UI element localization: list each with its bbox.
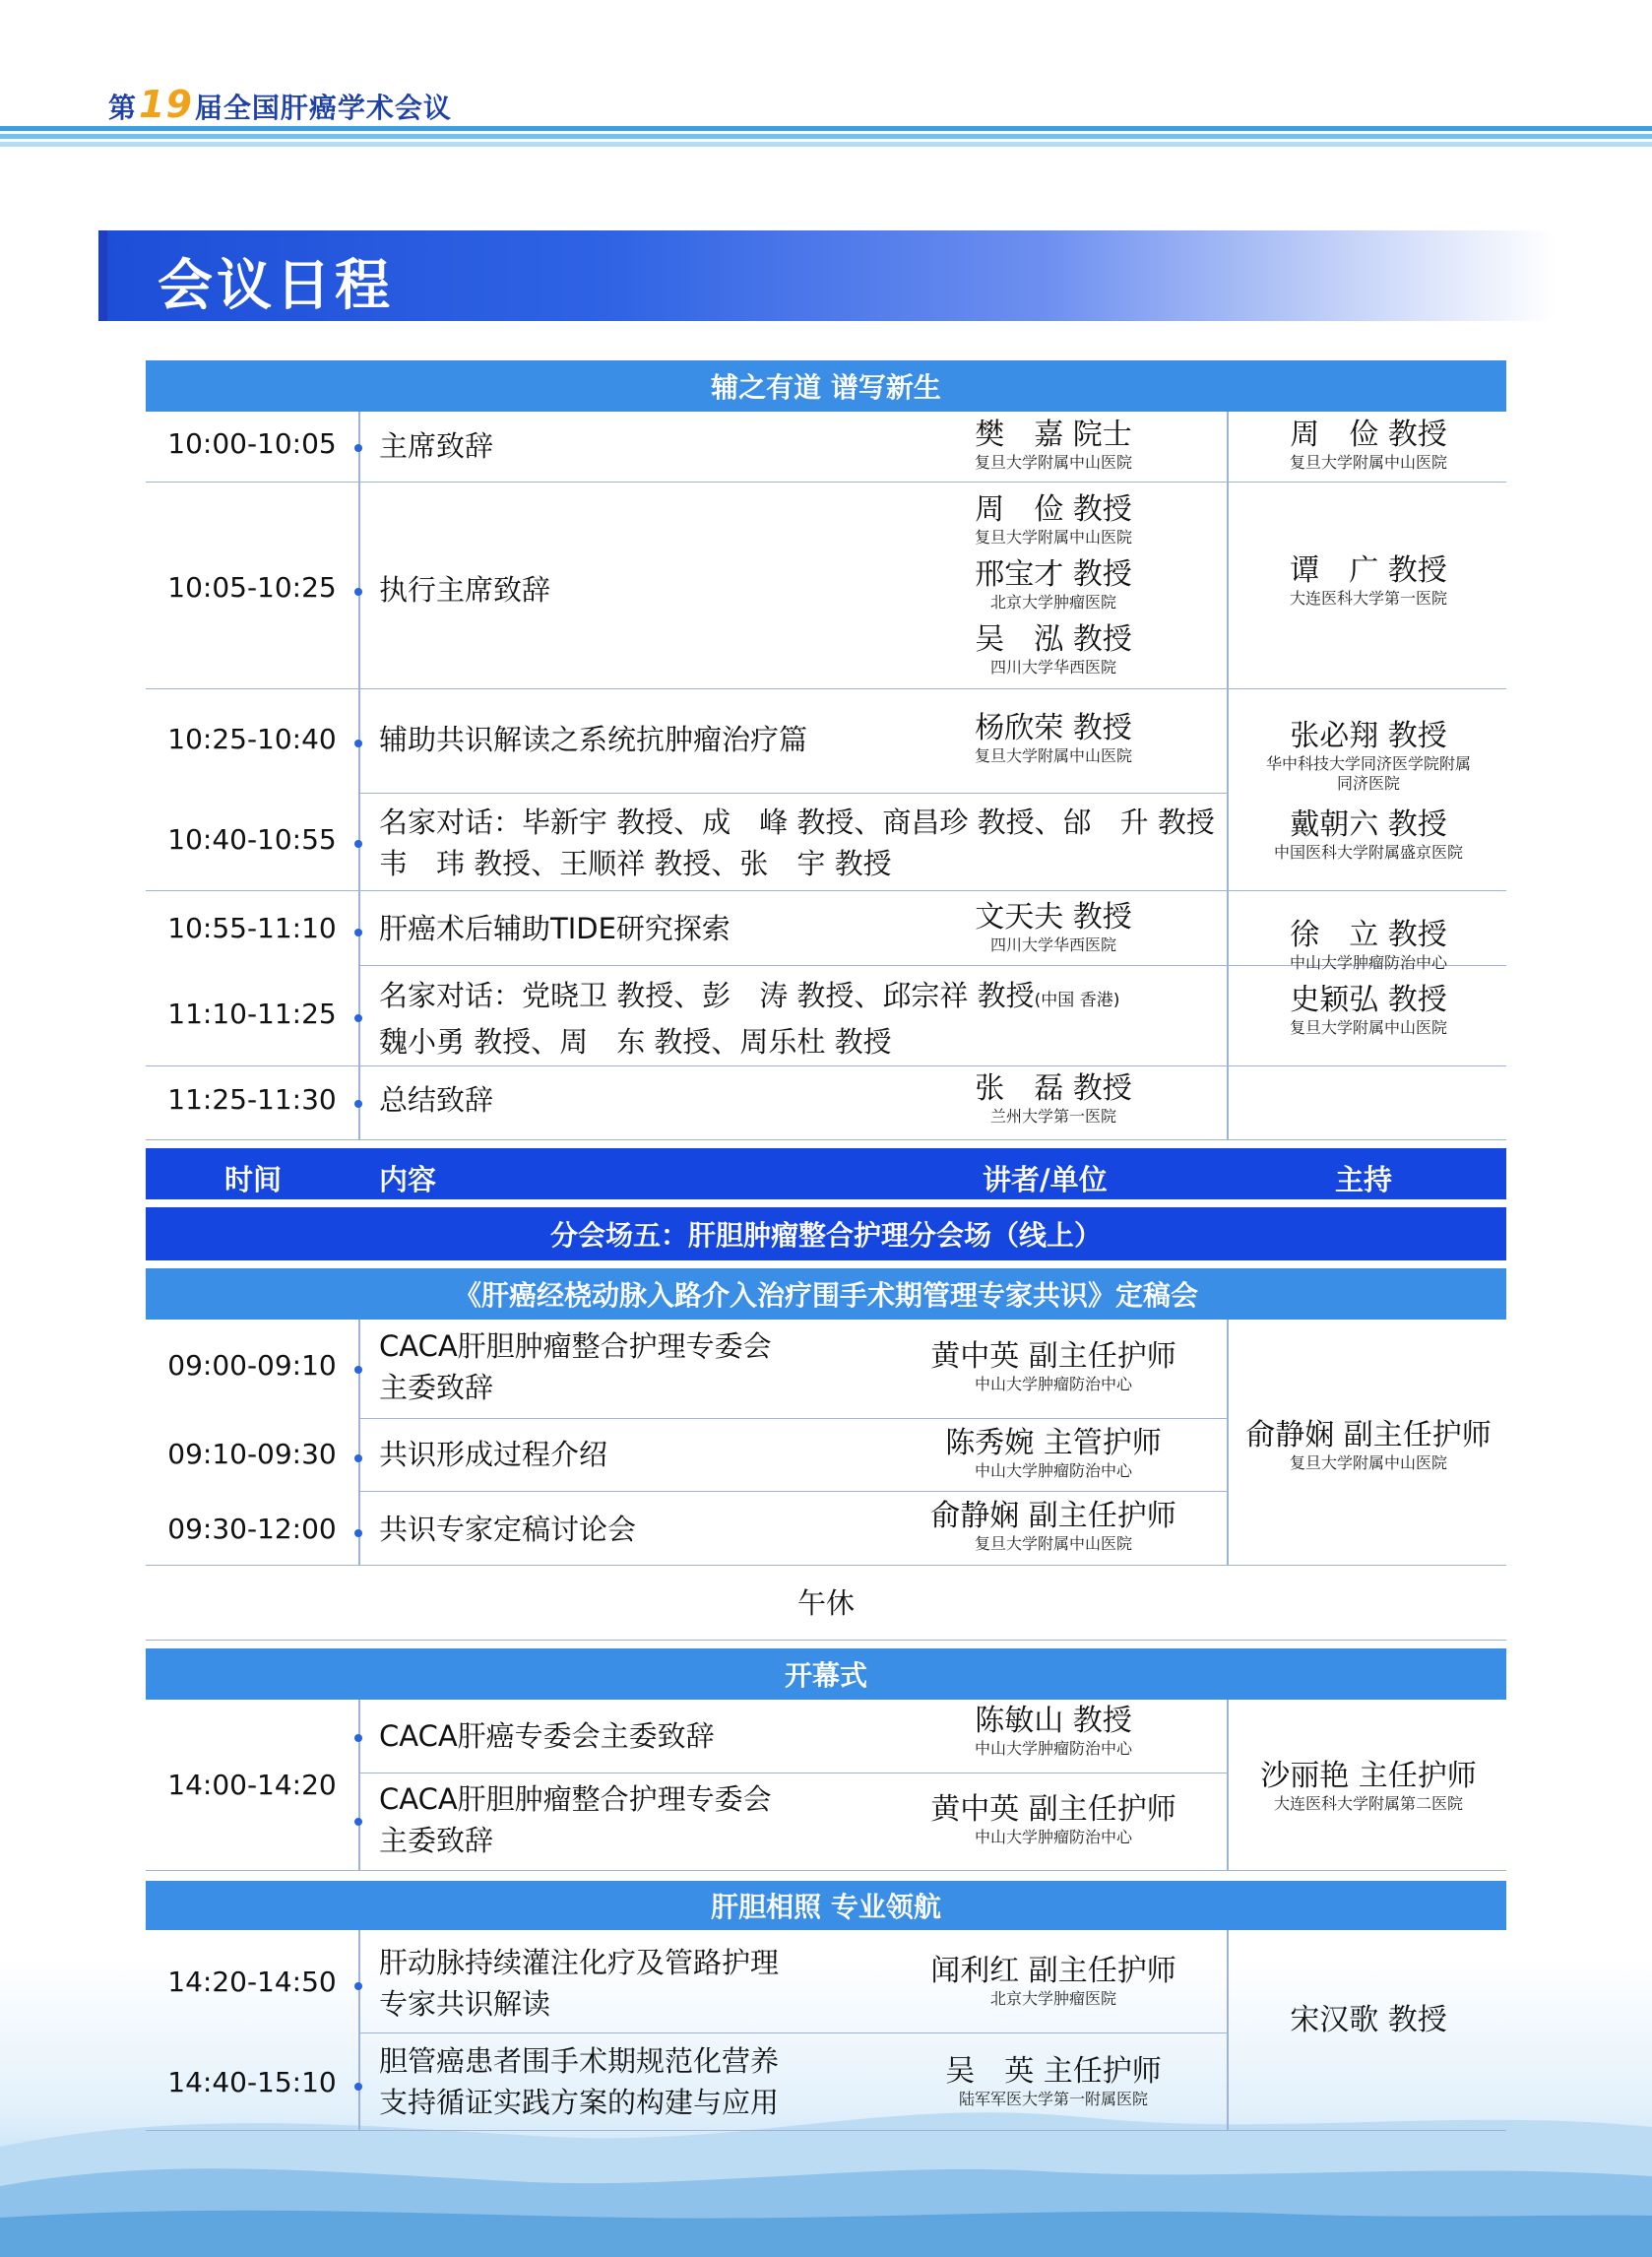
host-name: 沙丽艳 主任护师 (1260, 1759, 1477, 1793)
speaker-org: 中山大学肿瘤防治中心 (974, 1828, 1132, 1846)
host-name: 宋汉歌 教授 (1290, 2003, 1447, 2037)
agenda-item: 肝癌术后辅助TIDE研究探索 (379, 912, 731, 945)
time-slot: 09:10-09:30 (167, 1438, 337, 1470)
agenda-line: 胆管癌患者围手术期规范化营养 (379, 2044, 780, 2078)
speaker (906, 1426, 1201, 1481)
bullet-icon (354, 1366, 362, 1374)
host-org: 复旦大学附属中山医院 (1289, 1453, 1447, 1472)
speaker-org: 四川大学华西医院 (989, 935, 1116, 954)
block3-title: 肝胆相照 专业领航 (146, 1881, 1506, 1930)
speaker-name: 吴 英 主任护师 (945, 2054, 1162, 2089)
speaker (950, 622, 1157, 677)
host (1231, 553, 1506, 609)
agenda-item (379, 802, 1215, 884)
time-slot: 09:00-09:10 (167, 1349, 337, 1382)
agenda-line: 肝动脉持续灌注化疗及管路护理 (379, 1946, 780, 1979)
speaker (906, 1704, 1201, 1759)
agenda-line: 主委致辞 (379, 1824, 494, 1857)
host (1231, 2003, 1506, 2038)
time-slot: 10:40-10:55 (167, 823, 337, 856)
time-slot: 10:25-10:40 (167, 723, 337, 755)
speaker (906, 1792, 1201, 1847)
speaker-org: 北京大学肿瘤医院 (989, 593, 1116, 612)
time-slot: 10:55-11:10 (167, 912, 337, 944)
time-slot: 11:10-11:25 (167, 998, 337, 1030)
host-name: 史颖弘 教授 (1290, 983, 1447, 1017)
column-content: 内容 (379, 1163, 437, 1196)
bullet-icon (354, 1734, 362, 1742)
time-slot: 09:30-12:00 (167, 1513, 337, 1545)
title-suffix: 届全国肝癌学术会议 (194, 92, 452, 124)
speaker-name: 周 俭 教授 (975, 492, 1132, 527)
time-slot: 10:00-10:05 (167, 427, 337, 460)
host (1231, 719, 1506, 794)
speaker-name: 黄中英 副主任护师 (930, 1339, 1176, 1374)
agenda-line (379, 975, 1119, 1021)
speaker-org: 复旦大学附属中山医院 (974, 528, 1132, 547)
session-title: 分会场五：肝胆肿瘤整合护理分会场（线上） (146, 1207, 1506, 1260)
agenda-line-text: 名家对话：党晓卫 教授、彭 涛 教授、邱宗祥 教授 (379, 979, 1035, 1012)
speaker (950, 492, 1157, 548)
agenda-line: CACA肝胆肿瘤整合护理专委会 (379, 1782, 772, 1816)
bullet-icon (354, 588, 362, 596)
host (1231, 918, 1506, 973)
bullet-icon (354, 740, 362, 747)
bullet-icon (354, 1014, 362, 1022)
host (1231, 1759, 1506, 1814)
speaker-org: 中山大学肿瘤防治中心 (974, 1461, 1132, 1480)
host-org: 中山大学肿瘤防治中心 (1289, 953, 1447, 972)
speaker (950, 1071, 1157, 1127)
agenda-item (379, 1778, 772, 1861)
agenda-line: 魏小勇 教授、周 东 教授、周乐杜 教授 (379, 1025, 892, 1059)
agenda-note: (中国 香港) (1034, 991, 1120, 1010)
time-slot: 14:40-15:10 (167, 2066, 337, 2098)
time-slot: 14:00-14:20 (167, 1769, 337, 1801)
speaker-name: 陈敏山 教授 (975, 1704, 1132, 1738)
lunch-break: 午休 (796, 1586, 855, 1620)
speaker-org: 中山大学肿瘤防治中心 (974, 1375, 1132, 1393)
bullet-icon (354, 1982, 362, 1990)
host-name: 张必翔 教授 (1290, 719, 1447, 753)
agenda-line: 主委致辞 (379, 1371, 494, 1404)
agenda-item: 共识专家定稿讨论会 (379, 1513, 637, 1546)
block1-title: 辅之有道 谱写新生 (146, 360, 1506, 412)
host-name: 戴朝六 教授 (1290, 807, 1447, 842)
speaker-name: 黄中英 副主任护师 (930, 1792, 1176, 1827)
agenda-line: 名家对话：毕新宇 教授、成 峰 教授、商昌珍 教授、邰 升 教授 (379, 806, 1215, 839)
section-title: 会议日程 (158, 254, 394, 318)
agenda-item (379, 1325, 772, 1408)
bullet-icon (354, 929, 362, 936)
header-stripes (0, 126, 1652, 150)
host-org: 大连医科大学附属第二医院 (1273, 1794, 1463, 1813)
bullet-icon (354, 1100, 362, 1108)
host-name: 谭 广 教授 (1290, 553, 1447, 588)
agenda-item: 执行主席致辞 (379, 573, 551, 607)
bullet-icon (354, 1529, 362, 1537)
speaker-name: 樊 嘉 院士 (975, 418, 1132, 452)
agenda-line: 韦 玮 教授、王顺祥 教授、张 宇 教授 (379, 847, 892, 880)
host-org: 同济医院 (1336, 774, 1400, 793)
speaker (950, 900, 1157, 955)
row-separator (358, 793, 1227, 794)
host-org: 华中科技大学同济医学院附属 (1265, 754, 1471, 773)
speaker-name: 闻利红 副主任护师 (930, 1954, 1176, 1988)
bullet-icon (354, 2083, 362, 2091)
speaker-org: 陆军军医大学第一附属医院 (958, 2090, 1148, 2108)
agenda-line: 专家共识解读 (379, 1987, 551, 2021)
speaker-name: 吴 泓 教授 (975, 622, 1132, 657)
host (1231, 418, 1506, 473)
agenda-item: 辅助共识解读之系统抗肿瘤治疗篇 (379, 723, 808, 756)
title-number: 19 (139, 83, 193, 126)
opening-title: 开幕式 (146, 1648, 1506, 1700)
speaker (906, 1339, 1201, 1394)
host-name: 周 俭 教授 (1290, 418, 1447, 452)
title-prefix: 第 (108, 92, 138, 124)
agenda-item (379, 2040, 779, 2123)
agenda-item (379, 975, 1119, 1063)
agenda-item: 主席致辞 (379, 429, 494, 463)
page-header (0, 0, 1652, 148)
table-row (146, 1566, 1506, 1641)
speaker-org: 复旦大学附属中山医院 (974, 453, 1132, 472)
speaker-org: 兰州大学第一医院 (989, 1107, 1116, 1126)
time-slot: 14:20-14:50 (167, 1966, 337, 1998)
column-time: 时间 (224, 1163, 283, 1196)
speaker-name: 文天夫 教授 (975, 900, 1132, 935)
speaker-name: 邢宝才 教授 (975, 557, 1132, 592)
banner-accent-bar (98, 230, 107, 321)
agenda-item: CACA肝癌专委会主委致辞 (379, 1719, 715, 1753)
speaker-name: 张 磊 教授 (975, 1071, 1132, 1106)
time-slot: 11:25-11:30 (167, 1083, 337, 1116)
speaker-name: 俞静娴 副主任护师 (930, 1499, 1176, 1533)
speaker-org: 复旦大学附属中山医院 (974, 746, 1132, 765)
speaker-org: 中山大学肿瘤防治中心 (974, 1739, 1132, 1758)
speaker (906, 1954, 1201, 2009)
speaker-org: 北京大学肿瘤医院 (989, 1989, 1116, 2008)
bullet-icon (354, 444, 362, 452)
speaker (950, 418, 1157, 473)
speaker (950, 711, 1157, 766)
agenda-line: CACA肝胆肿瘤整合护理专委会 (379, 1329, 772, 1363)
speaker (950, 557, 1157, 613)
host-org: 复旦大学附属中山医院 (1289, 1018, 1447, 1037)
bullet-icon (354, 1818, 362, 1826)
speaker (906, 1499, 1201, 1554)
host-org: 中国医科大学附属盛京医院 (1273, 843, 1463, 862)
agenda-item (379, 1942, 779, 2025)
host-name: 俞静娴 副主任护师 (1245, 1418, 1492, 1452)
host-name: 徐 立 教授 (1290, 918, 1447, 952)
host (1231, 807, 1506, 863)
host (1231, 1418, 1506, 1473)
speaker-name: 杨欣荣 教授 (975, 711, 1132, 745)
agenda-item: 总结致辞 (379, 1083, 494, 1117)
bullet-icon (354, 840, 362, 848)
speaker (906, 2054, 1201, 2109)
column-header (146, 1148, 1506, 1199)
conference-title (108, 83, 452, 126)
speaker-org: 复旦大学附属中山医院 (974, 1534, 1132, 1553)
host-org: 复旦大学附属中山医院 (1289, 453, 1447, 472)
host-org: 大连医科大学第一医院 (1289, 589, 1447, 608)
bullet-icon (354, 1454, 362, 1462)
agenda-line: 支持循证实践方案的构建与应用 (379, 2086, 780, 2119)
speaker-org: 四川大学华西医院 (989, 658, 1116, 677)
column-speaker: 讲者/单位 (983, 1163, 1108, 1196)
time-slot: 10:05-10:25 (167, 571, 337, 604)
host (1231, 983, 1506, 1038)
column-host: 主持 (1335, 1163, 1393, 1196)
agenda-item: 共识形成过程介绍 (379, 1438, 608, 1471)
speaker-name: 陈秀婉 主管护师 (945, 1426, 1162, 1460)
session-subtitle: 《肝癌经桡动脉入路介入治疗围手术期管理专家共识》定稿会 (146, 1268, 1506, 1320)
